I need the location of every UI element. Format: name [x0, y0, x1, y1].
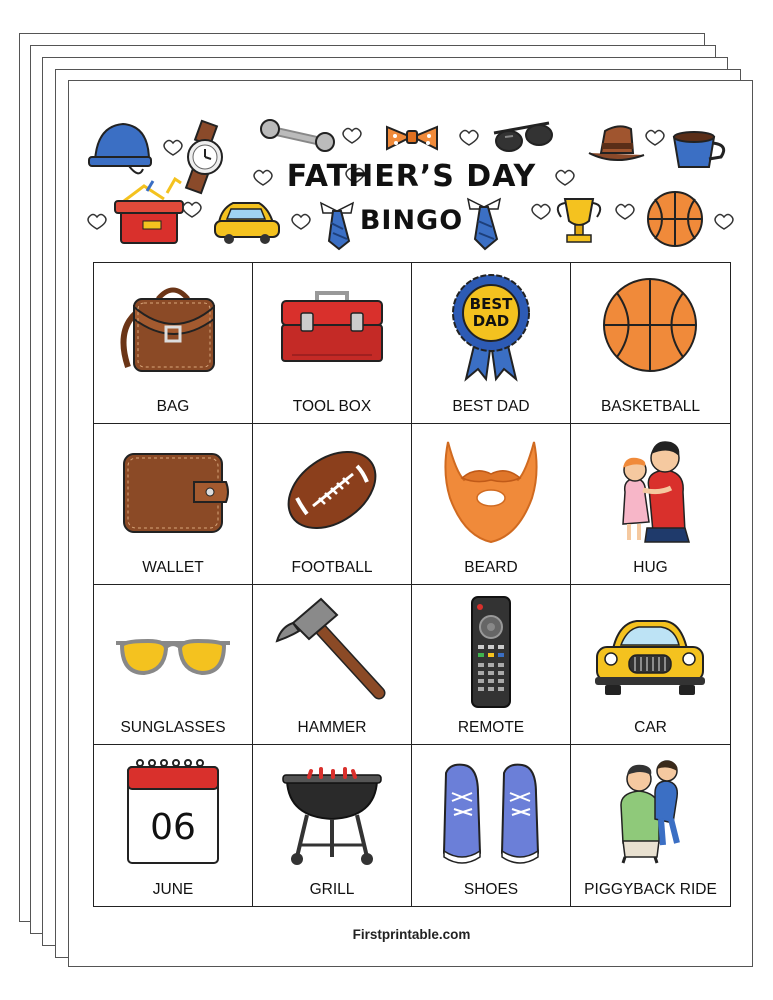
- cell-label: FOOTBALL: [291, 558, 373, 576]
- bag-icon: [108, 271, 238, 389]
- page-title: FATHER’S DAY: [286, 159, 537, 194]
- cell-label: GRILL: [309, 881, 355, 898]
- beard-icon: [426, 432, 556, 550]
- cell-label: TOOL BOX: [292, 397, 372, 415]
- fedora-hat-icon: [589, 126, 644, 160]
- grill-icon: [267, 753, 397, 871]
- bingo-cell[interactable]: [94, 263, 253, 424]
- cell-label: SUNGLASSES: [120, 719, 226, 737]
- cell-label: BAG: [156, 397, 190, 415]
- cell-label: SHOES: [463, 881, 519, 898]
- best-dad-ribbon-icon: [426, 271, 556, 389]
- cell-label: HUG: [633, 558, 668, 576]
- bingo-cell[interactable]: [253, 263, 412, 424]
- cell-label: WALLET: [142, 558, 204, 576]
- badge-text-best: BEST: [469, 295, 513, 313]
- bingo-cell[interactable]: [253, 424, 412, 585]
- shoes-icon: [426, 753, 556, 871]
- sunglasses-icon: [494, 123, 552, 151]
- bingo-cell[interactable]: [412, 745, 571, 906]
- basketball-icon: [585, 271, 715, 389]
- bingo-cell[interactable]: [412, 585, 571, 746]
- page-subtitle: BINGO: [359, 205, 464, 236]
- sunglasses-icon: [108, 593, 238, 711]
- hug-icon: [585, 432, 715, 550]
- calendar-day: 06: [150, 807, 196, 849]
- football-icon: [267, 432, 397, 550]
- hammer-icon: [267, 593, 397, 711]
- toolbox-icon: [267, 271, 397, 389]
- bingo-cell[interactable]: [94, 745, 253, 906]
- remote-control-icon: [426, 593, 556, 711]
- bingo-grid: [93, 262, 731, 907]
- bingo-card-page: [68, 80, 753, 967]
- badge-text-dad: DAD: [472, 312, 510, 330]
- bingo-cell[interactable]: [412, 424, 571, 585]
- cell-label: PIGGYBACK RIDE: [584, 881, 717, 898]
- bingo-cell[interactable]: [412, 263, 571, 424]
- bow-tie-icon: [387, 127, 437, 149]
- calendar-icon: [108, 753, 238, 871]
- cell-label: BEST DAD: [452, 397, 530, 415]
- car-icon: [585, 593, 715, 711]
- bingo-cell[interactable]: [571, 424, 730, 585]
- footer-site-credit: Firstprintable.com: [352, 927, 471, 942]
- bingo-cell[interactable]: [571, 585, 730, 746]
- cell-label: JUNE: [152, 881, 194, 898]
- bingo-cell[interactable]: [571, 263, 730, 424]
- bingo-cell[interactable]: [253, 585, 412, 746]
- cell-label: HAMMER: [297, 719, 367, 737]
- bingo-cell[interactable]: [94, 585, 253, 746]
- wallet-icon: [108, 432, 238, 550]
- cell-label: BEARD: [464, 558, 518, 576]
- wrench-icon: [261, 120, 334, 151]
- bingo-cell[interactable]: [571, 745, 730, 906]
- bingo-cell[interactable]: [94, 424, 253, 585]
- piggyback-ride-icon: [585, 753, 715, 871]
- cell-label: BASKETBALL: [600, 397, 701, 415]
- cell-label: REMOTE: [457, 719, 525, 737]
- cell-label: CAR: [634, 719, 667, 737]
- bingo-cell[interactable]: [253, 745, 412, 906]
